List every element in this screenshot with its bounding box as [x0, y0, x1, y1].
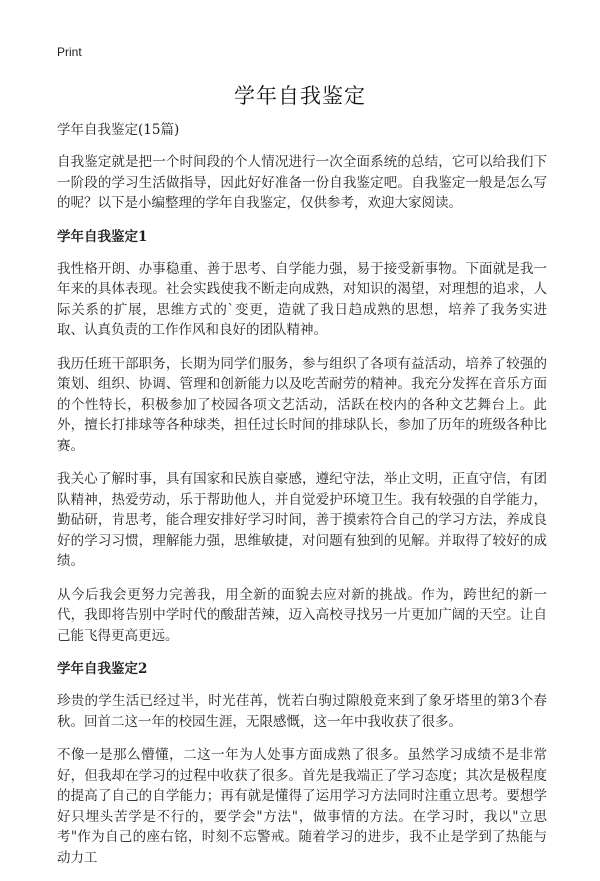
document-title: 学年自我鉴定 — [234, 84, 366, 108]
section-1-paragraph-4: 从今后我会更努力完善我，用全新的面貌去应对新的挑战。作为，跨世纪的新一代，我即将告别中学时代的酸甜苦辣，迈入高校寻找另一片更加广阔的天空。让自己能飞得更高更远。 — [57, 586, 547, 644]
print-link[interactable]: Print — [57, 45, 82, 59]
section-2-paragraph-1: 珍贵的学生活已经过半，时光荏苒，恍若白驹过隙般竟来到了象牙塔里的第3个春秋。回首二这一年的校园生涯，无限感慨，这一年中我收获了很多。 — [57, 693, 547, 730]
intro-paragraph: 自我鉴定就是把一个时间段的个人情况进行一次全面系统的总结，它可以给我们下一阶段的学习生活做指导，因此好好准备一份自我鉴定吧。自我鉴定一般是怎么写的呢？以下是小编整理的学年自我鉴定，仅供参考，欢迎大家阅读。 — [57, 154, 547, 211]
document-subtitle: 学年自我鉴定(15篇) — [57, 122, 180, 138]
section-2-paragraph-2: 不像一是那么懵懂，二这一年为人处事方面成熟了很多。虽然学习成绩不是非常好，但我却在学习的过程中收获了很多。首先是我端正了学习态度；其次是极程度的提高了自己的自学能力；再有就是懂得了运用学习方法同时注重立思考。要想学好只埋头苦学是不行的，要学会"方法"，做事情的方法。在学习时，我以"立思考"作为自己的座右铭，时刻不忘警戒。随着学习的进步，我不止是学到了热能与动力工 — [57, 747, 547, 866]
section-heading-2: 学年自我鉴定2 — [57, 661, 148, 677]
section-1-paragraph-2: 我历任班干部职务，长期为同学们服务，参与组织了各项有益活动，培养了较强的策划、组织、协调、管理和创新能力以及吃苦耐劳的精神。我充分发挥在音乐方面的个性特长，积极参加了校园各项文艺活动，活跃在校内的各种文艺舞台上。此外，擅长打排球等各种球类，担任过长时间的排球队长，参加了历年的班级各种比赛。 — [57, 355, 547, 454]
section-1-paragraph-3: 我关心了解时事，具有国家和民族自豪感，遵纪守法，举止文明，正直守信，有团队精神，热爱劳动，乐于帮助他人，并自觉爱护环境卫生。我有较强的自学能力，勤砧研，肯思考，能合理安排好学习时间，善于摸索符合自己的学习方法，养成良好的学习习惯，理解能力强，思维敏捷，对问题有独到的见解。并取得了较好的成绩。 — [57, 471, 547, 569]
section-heading-1: 学年自我鉴定1 — [57, 228, 148, 245]
section-1-paragraph-1: 我性格开朗、办事稳重、善于思考、自学能力强，易于接受新事物。下面就是我一年来的具体表现。社会实践使我不断走向成熟，对知识的渴望，对理想的追求，人际关系的扩展，思维方式的`变更，造就了我日趋成熟的思想，培养了我务实进取、认真负责的工作作风和良好的团队精神。 — [57, 260, 547, 338]
document-body — [57, 120, 547, 881]
